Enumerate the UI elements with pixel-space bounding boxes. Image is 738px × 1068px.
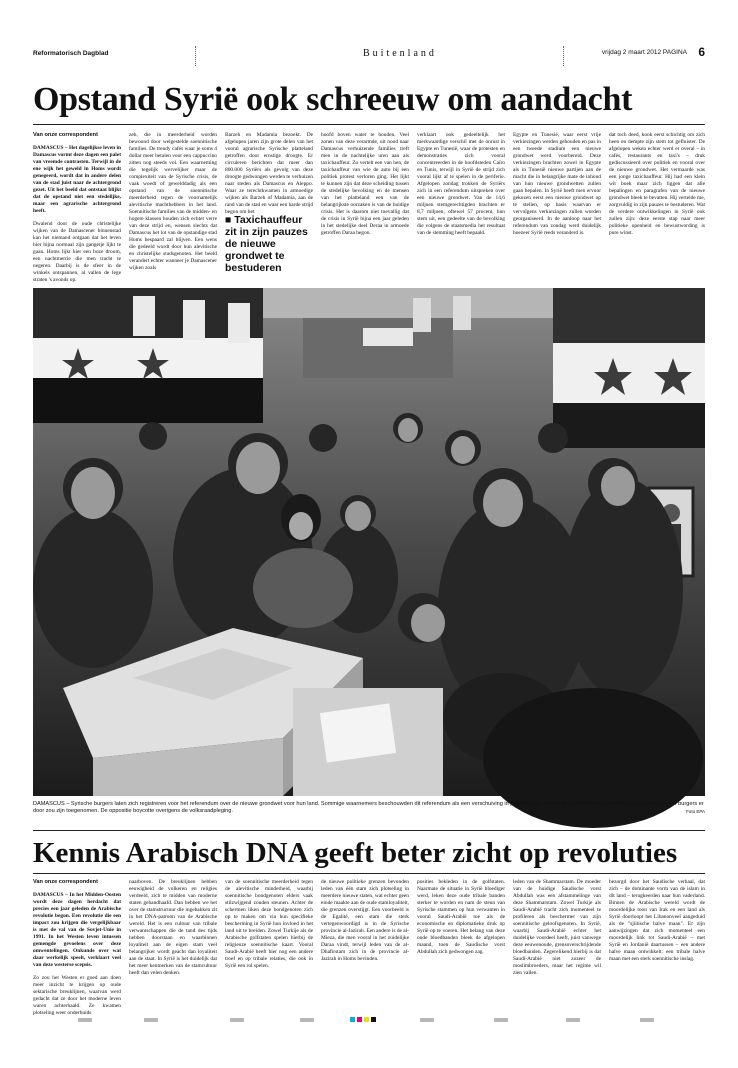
article2-col4-text: de nieuwe politieke grenzen bevonden leden van één stam zich plotseling in meerdere nieuwe staten, wat echter geen einde maakte aan de oude stamloyaliteit, die grenzen overstijgt. Een voorbeeld is de Egalité, een stam die sterk vertegenwoordigd is in de Syrische provincie al-Jazirah. Een andere is de al-Mieza, die men vooral in het zuidelijke Daraa vindt, terwijl leden van de al-Dhafirstam zich in de provincie al-Jazirah in Homs bevinden. <box>321 879 409 962</box>
article2-col7 <box>609 879 705 1009</box>
article1-lede: DAMASCUS – Het dagelijkse leven in Damascus vormt deze dagen een palet van vreemde contrasten. Terwijl in de ene wijk het geweld in Homs wordt genegeerd, wordt dat in andere delen van de stad juist naar de achtergrond gezet. Uit het beeld dat ontstaat blijkt dat de opstand niet een stedelijke, maar een agrarische achtergrond heeft. <box>33 145 121 214</box>
header-divider <box>195 46 196 66</box>
referendum-photo-illustration <box>33 288 705 796</box>
registration-mark <box>300 1018 314 1022</box>
article1-col7 <box>609 132 705 282</box>
article1-col7-text: dat toch deed, kook eerst schichtig om zich heen en dempte zijn stem tot gefluister. De afgelopen weken echter werd er overal – in cafés, restaurants en taxi's – druk gediscussieerd over politiek en vooral over de nieuwe grondwet. Het vermaarde was een jonge taxichauffeur. Hij had een klein wit boek maar zich liggen dat alle bepalingen en paragrafen van de nieuwe grondwet bleek te bevatten. Hij vertelde me, zorgvuldig in zijn pauzes te bestuderen. Wat de verdere ontwikkelingen in Syrië ook zullen zijn: deze eerste stap naar meer politieke openheid en bewustwording is pure winst. <box>609 132 705 236</box>
article1-col2 <box>129 132 217 282</box>
article2-col3 <box>225 879 313 1009</box>
article2-byline: Van onze correspondent <box>33 879 98 885</box>
article1-col3 <box>225 132 314 215</box>
article1-col1-text: Dwalend door de oude christelijke wijken van de Damascener binnenstad kan het niemand ontgaan dat het leven hier bijna normaal zijn gangetje lijkt te gaan. Homs lijkt hier een boze droom, een nachtmerrie die men tracht te negeren. Daarbij is de sfeer in de winkels ontspannen, al vallen de lege straten 's avonds op. <box>33 221 121 283</box>
registration-mark <box>230 1018 244 1022</box>
article1-col6 <box>513 132 601 282</box>
magenta-swatch <box>357 1017 362 1022</box>
photo-caption <box>33 801 705 815</box>
registration-mark <box>78 1018 92 1022</box>
article1-col4-text: hoofd boven water te houden. Veel zonen van deze verarmde, uit nood naar Damascus verhuizende families treft men in de nachtelijke uren aan als taxichauffeur. Zo vertelt een van hen, de taxichauffeur van wie de auto bij een politiek protest verloren ging. Het lijkt te kunnen zijn dat deze scheiding tussen de stedelijke bevolking en de mensen van het platteland een van de belangrijkste oorzaken is van de huidige crisis. Het is daarom niet toevallig dat de crisis in Syrië bijna een jaar geleden in het stedelijke deel Deraa in armoede getroffen Daraa begon. <box>321 132 409 236</box>
page-date: vrijdag 2 maart 2012 PAGINA <box>601 49 687 56</box>
article2-col3-text: van de soennitische meerderheid tegen de alevitische minderheid, waarbij soennitische bondgenoten elders vaak stilzwijgend zouden steunen. Achter de schermen liken deze bondgenoten zich op te maken om via hun specifieke bescherming in Syrië hun invloed in het land uit te breiden. Zowel Turkije als de Arabische golfstaten spelen hierbij de religieuze soennitische kaart. Vooral Saudi-Arabië heeft hier nog een andere troef en op tribale relaties, die ook in Syrië een rol spelen. <box>225 879 313 969</box>
article2-col7-text: bezorgd door het Saudische verhaal, dat zich – de dominante vorm van de islam in dit land – terugkeerden naar hun vaderland. Binnen de Arabische wereld wordt de moordelijke toon van Irak en een land als Syrië doorloopt het Libanonveel aangeduid als de "sjiitische halve maan". Er zijn aanwijzingen dat zich momenteel een moordelijk link tot Saudi-Arabië – met Syrië en Jordanië daartussen – een andere halve maan ontwikkelt: een tribale halve maan met een sterk soennitische inslag. <box>609 879 705 962</box>
section-title: Buitenland <box>363 48 437 59</box>
headline-rule <box>33 124 705 125</box>
article2-col5 <box>417 879 505 1009</box>
headline-rule <box>33 873 705 874</box>
article2-col5-text: posities bekleden in de golfstaten. Naarmate de situatie in Syrië bloediger werd, leken deze oude tribale banden sterker te worden en nam de steun van Syrische stammen op hun verwanten in vooral Saudi-Arabië toe als de economische en diplomatieke druk op Syrië op te voeren. Het belang van deze oude bloedbanden bleek de afgelopen maand, toen de Saudische vorst Abdullah zich gedwongen zag. <box>417 879 505 955</box>
article1-col4 <box>321 132 409 282</box>
article1-col3-text: Barzeh en Madamia bezoekt. De afgelopen jaren zijn grote delen van het vooral agrarische Syrische platteland getroffen door ernstige droogte. Er circuleren berichten dat meer dan 800.000 Syriërs als gevolg van deze droogte gedwongen werden te verhuizen naar steden als Damascus en Aleppo. Waar ze terechtkwamen in armoedige wijken als Barzeh of Madamia, aan de rand van de stad en waar een harde strijd begon om het <box>225 132 314 215</box>
black-swatch <box>371 1017 376 1022</box>
page-number: 6 <box>698 45 705 59</box>
article1-col6-text: Egypte en Tunesië, waar eerst vrije verkiezingen werden gehouden en pas in een tweede stadium een nieuwe grondwet werd voorbereid. Deze verkiezingen brachten zowel in Egypte als in Tunesië nieuwe partijen aan de macht die in belangrijke mate de inhoud van hun nieuwe grondwetten zullen gaan bepalen. In Syrië heeft men ervoor gekozen eerst een nieuwe grondwet op te stellen, op basis waarvan er vervolgens verkiezingen zullen worden georganiseerd. In de aanloop naar het referendum van zondag werd duidelijk hoezeer Syrië reeds veranderd is. <box>513 132 601 236</box>
article1-col2-text: zeh, die in meerderheid worden bewoond door welgestelde soennitische families. De trendy cafés waar je soms 4 dollar meer betalen voor een cappuccino zitten nog steeds vol. Een waarneming die tegelijk wervelijker maar de complexiteit van de Syrische crisis, de vaak woedt of gewelddadig als een opstand van de soennitische meerderheid tegen de voornamelijk alevitische machthebbers in het land. Soennitische families van de midden- en hogere klassen houden zich echter verre van deze strijd en, wensen slechts dat Damascus het lot van de opstandige stad Homs bespaard zal blijven. Een wens die gedeeld wordt door hun alevitische en christelijke stadsgenoten. Het beeld verandert echter wanneer je Damascener wijken zoals <box>129 132 217 271</box>
photo-credit: Foto EPA <box>686 809 705 814</box>
article2-col1 <box>33 879 121 1016</box>
article1-col1 <box>33 132 121 282</box>
article2-lede: DAMASCUS – In het Midden-Oosten wordt deze dagen herdacht dat precies een jaar geleden de Arabische revolutie begon. Een revolutie die een impact zou krijgen die vergelijkbaar is met de val van de Sovjet-Unie in 1991. In het Westen leven intussen gemengde gevoelens over deze omwentelingen. Onkunde over wat daar werkelijk speelt, verklaart veel van deze westerse scepsis. <box>33 892 121 968</box>
registration-mark <box>144 1018 158 1022</box>
article2-col1-text: Zo zou het Westen er goed aan doen meer inzicht te krijgen op oude sektarische breuklijnen, waarvan werd gedacht dat ze door het moderne leven waren achterhaald. Ze kwamen plotseling weer onderhuids <box>33 975 121 1016</box>
yellow-swatch <box>364 1017 369 1022</box>
registration-mark <box>566 1018 580 1022</box>
article1-col5 <box>417 132 505 282</box>
registration-mark <box>420 1018 434 1022</box>
article1-headline: Opstand Syrië ook schreeuw om aandacht <box>33 81 633 118</box>
registration-mark <box>494 1018 508 1022</box>
header-divider <box>563 46 564 66</box>
article1-pullquote: ■ Taxichauffeur zit in zijn pauzes de nieuwe grondwet te bestuderen <box>225 214 308 274</box>
referendum-photo <box>33 288 705 796</box>
article1-byline: Van onze correspondent <box>33 132 98 138</box>
publication-name: Reformatorisch Dagblad <box>33 50 109 57</box>
article2-col6-text: leden van de Shammarstam. De moeder van de huidige Saudische vorst Abdullah was een afstammelinge van deze Shammarstam. Zowel Turkije als Saudi-Arabië tracht zich momenteel te profileren als beschermer van zijn soennitische geloofsgenoten. In Syrië, waarbij Saudi-Arabië echter het duidelijke voordeel heeft, juist vanwege deze eeuwenoude, grensoverschrijdende bloedbanden. Zegerelikend hierbij is dat Saudi-Arabië niet zozeer de moslimbroeders, maar het regime wil zien vallen. <box>513 879 601 976</box>
article2-headline: Kennis Arabisch DNA geeft beter zicht op revoluties <box>33 837 678 869</box>
cyan-swatch <box>350 1017 355 1022</box>
print-registration-marks <box>0 1013 738 1027</box>
article1-col5-text: verklaart ook gedeeltelijk het merkwaardige verschil met de onrust in Egypte en Tunesië, waar de protesten en demonstraties zich vooral concentreerden in de hoofdsteden Caïro en Tunis, terwijl in Syrië de strijd zich vooral lijkt af te spelen in de periferie. Afgelopen zondag trokken de Syriërs zich in een referendum uitspreken over een nieuwe grondwet. Van de 14,6 miljoen stemgerechtigden brachten er 8,7 miljoen, oftewel 57 procent, hun stem uit, een gedeelte van de bevolking die volgens de staatsmedia het resultaat van de stemming heeft bepaald. <box>417 132 505 236</box>
section-rule <box>33 830 705 831</box>
article2-col2-text: naarboven. De breuklijnen hebben eeuwigheid de volkeren en religies verdeeld, zich te midden van moderne staten gehandhaafd. Dan hebben we het over de stamstructuur die ingebakken zit in het DNA-patroon van de Arabische wereld. Het is een cultuur van tribale verwantschappen die de tand des tijds hebben doorstaan en waarbinnen loyaliteit aan de eigen stam veel belangrijker wordt geacht dan loyaliteit aan de staat. In Syrië is het duidelijk dat het meer kenmerken van de stamcultuur heeft dan velen denken. <box>129 879 217 976</box>
photo-caption-text: DAMASCUS – Syrische burgers laten zich registreren voor het referendum over de nieuwe grondwet voor hun land. Sommige waarnemers beschouwden dit referendum als een verschuiving in positieve zin, omdat de politieke bewustwording en openheid onder burgers er door zou zijn toegenomen. De oppositie boycotte overigens de volksraadpleging. <box>33 801 704 814</box>
article2-col2 <box>129 879 217 1009</box>
registration-mark <box>640 1018 654 1022</box>
article2-col4 <box>321 879 409 1009</box>
page-header <box>33 46 705 68</box>
article2-col6 <box>513 879 601 1009</box>
